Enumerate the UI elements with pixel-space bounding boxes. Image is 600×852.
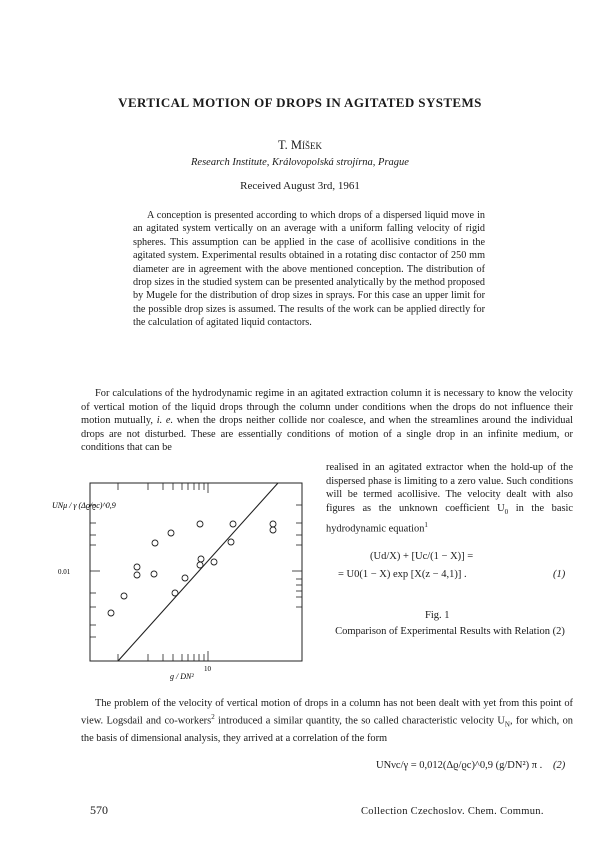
para1-cont-text: realised in an agitated extractor when the hold-up of the dispersed phase is limiting to a zero value. Such conditions will be termed acollisive. The velocity dealt with also figures as the unknown coefficient U <box>326 462 573 514</box>
data-point <box>108 610 114 616</box>
para1-cont-sup: 1 <box>424 521 428 530</box>
data-point <box>197 562 203 568</box>
author-name: T. Míšek <box>277 138 323 152</box>
data-point <box>228 539 234 545</box>
received-date: Received August 3rd, 1961 <box>240 180 360 192</box>
x-tick-label: 10 <box>204 665 211 673</box>
plot-frame <box>90 483 302 661</box>
author-affiliation: Research Institute, Královopolská strojírna, Prague <box>191 157 409 168</box>
data-point <box>270 527 276 533</box>
para1-ie: i. e. <box>156 415 174 427</box>
figure-caption: Comparison of Experimental Results with Relation (2) <box>335 626 565 637</box>
data-point <box>172 590 178 596</box>
body-paragraph-1 <box>81 387 573 455</box>
data-point <box>182 575 188 581</box>
para2-text-c: , for which, on the basis of dimensional analysis, they arrived at a correlation of the form <box>81 715 573 744</box>
para1-text-b: when the drops neither collide nor coalesce, and when the streamlines around the individual drops are not disturbed. These are essentially conditions of motion of a single drop in an infinite medium, or conditions that can be <box>81 415 573 454</box>
data-point <box>230 521 236 527</box>
equation-2-number: (2) <box>553 760 566 771</box>
equation-2: UNνc/γ = 0,012(Δϱ/ϱc)^0,9 (g/DN²) π . <box>376 760 543 771</box>
data-point <box>151 571 157 577</box>
data-point <box>134 572 140 578</box>
data-point <box>198 556 204 562</box>
para2-text-a: The problem of the velocity of vertical motion of drops in a column has not been dealt with yet from this point of view. Logsdail and co-workers <box>81 698 573 727</box>
data-point <box>152 540 158 546</box>
data-point <box>168 530 174 536</box>
equation-1-line-1: (Ud/X) + [Uc/(1 − X)] = <box>370 551 474 562</box>
equation-1-number: (1) <box>553 569 566 580</box>
paper-title: VERTICAL MOTION OF DROPS IN AGITATED SYSTEMS <box>118 95 482 110</box>
para1-text-a: For calculations of the hydrodynamic regime in an agitated extraction column it is necessary to know the velocity of vertical motion of the liquid drops through the column under conditions when the drops do not influence their motion mutually, <box>81 388 573 427</box>
x-axis-label: g / DN² <box>170 672 194 681</box>
data-point <box>211 559 217 565</box>
left-ticks <box>90 505 100 637</box>
equation-1-line-2: = U0(1 − X) exp [X(z − 4,1)] . <box>338 569 467 580</box>
para1-cont-end: in the basic hydrodynamic equation <box>326 502 574 535</box>
top-ticks <box>118 483 208 493</box>
abstract: A conception is presented according to which drops of a dispersed liquid move in an agitated system vertically on an average with a uniform falling velocity of rigid spheres. This assumption can be applied in the case of acollisive conditions in the agitated system. Experimental results obtained in a rotating disc contactor of 250 mm diameter are in agreement with the above mentioned conception. The distribution of drop sizes in the studied system can be presented analytically by the method proposed by Mugele for the distribution of drop sizes in sprays. For this case an upper limit for the possible drop sizes is assumed. The results of the work can be applied directly for the calculation of agitated liquid contactors. <box>133 210 485 329</box>
data-point <box>121 593 127 599</box>
y-axis-label: UNμ / γ (Δϱ/ϱc)^0,9 <box>52 501 116 510</box>
para1-cont-sub: 0 <box>504 507 509 516</box>
body-paragraph-2 <box>81 697 573 745</box>
right-ticks <box>292 505 302 607</box>
journal-name: Collection Czechoslov. Chem. Commun. <box>361 806 544 817</box>
correlation-line <box>118 483 278 661</box>
figure-label: Fig. 1 <box>425 610 450 621</box>
y-tick-label: 0.01 <box>58 568 71 576</box>
bottom-ticks <box>118 651 208 661</box>
data-point <box>134 564 140 570</box>
page-number: 570 <box>90 803 108 817</box>
data-point <box>197 521 203 527</box>
body-paragraph-1-continued <box>326 461 573 537</box>
experimental-points <box>108 521 276 616</box>
data-point <box>270 521 276 527</box>
figure-1-plot <box>30 475 310 685</box>
para2-sup: 2 <box>211 712 215 721</box>
para2-sub: N <box>504 720 510 729</box>
para2-text-b: introduced a similar quantity, the so called characteristic velocity U <box>214 715 505 727</box>
